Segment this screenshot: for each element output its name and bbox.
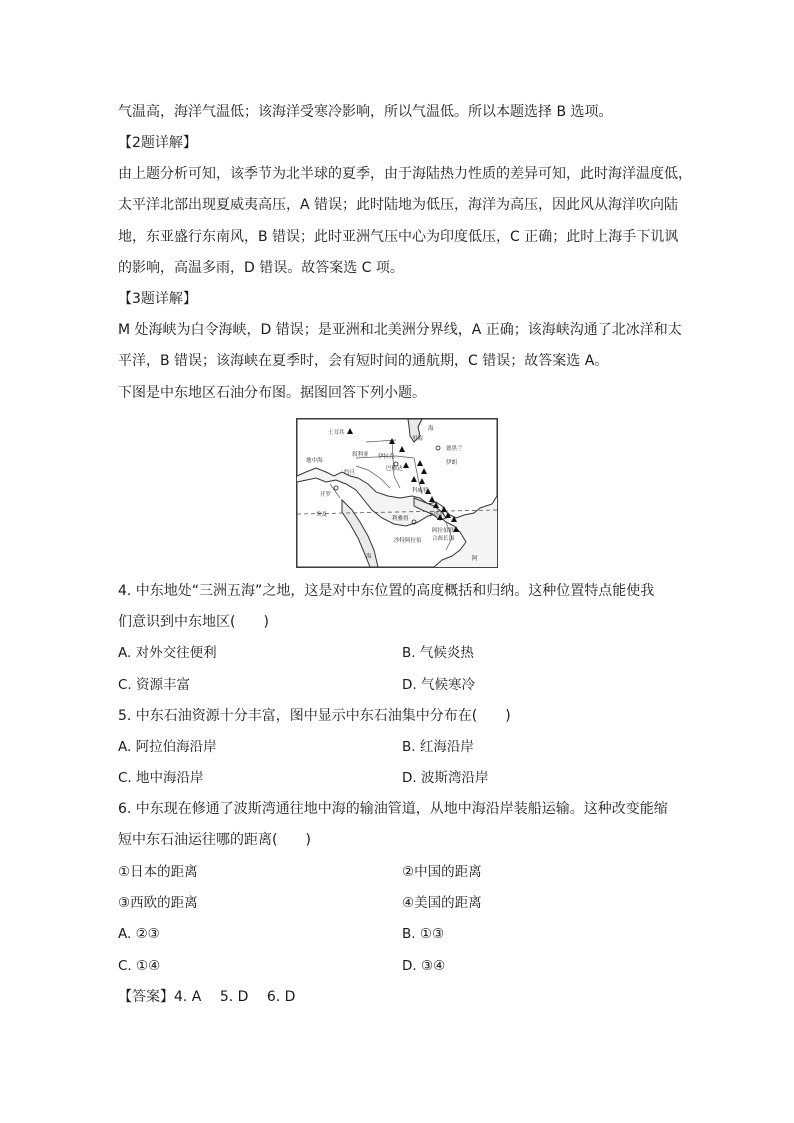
- q4-option-d: D. 气候寒冷: [402, 677, 475, 693]
- q6-option-d: D. ③④: [402, 958, 446, 974]
- q2-line: 的影响，高温多雨，D 错误。故答案选 C 项。: [118, 260, 404, 276]
- map-label-turkey: 土耳其: [328, 430, 345, 436]
- map-label-jordan: 约旦: [344, 470, 356, 476]
- q6-statement-3: ③西欧的距离: [118, 895, 198, 911]
- q4-option-a: A. 对外交往便利: [118, 645, 217, 661]
- map-label-riyadh: 利雅得: [392, 516, 409, 522]
- q4-option-b: B. 气候炎热: [402, 645, 474, 661]
- middle-east-oil-map: [296, 418, 498, 568]
- map-label-med: 地中海: [306, 458, 323, 464]
- q6-statement-4: ④美国的距离: [402, 895, 482, 911]
- q2-line: 由上题分析可知，该季节为北半球的夏季，由于海陆热力性质的差异可知，此时海洋温度低，: [118, 166, 692, 182]
- map-label-caspian: 里海: [412, 436, 424, 442]
- q6-option-c: C. ①④: [118, 958, 161, 974]
- map-label-egypt: 埃及: [316, 512, 328, 518]
- q6-option-a: A. ②③: [118, 926, 160, 942]
- map-label-tehran: 德黑兰: [446, 446, 463, 452]
- map-label-kuwait: 科威特: [412, 488, 429, 494]
- q6-option-b: B. ①③: [402, 926, 445, 942]
- map-label-baghdad: 巴格达: [386, 466, 403, 472]
- q3-line: 平洋，B 错误；该海峡在夏季时，会有短时间的通航期，C 错误；故答案选 A。: [118, 353, 609, 369]
- question-5: 5. 中东石油资源十分丰富，图中显示中东石油集中分布在( ): [118, 708, 511, 724]
- map-intro: 下图是中东地区石油分布图。据图回答下列小题。: [118, 385, 426, 401]
- answer-line: 【答案】4. A 5. D 6. D: [118, 989, 296, 1005]
- q6-statement-2: ②中国的距离: [402, 864, 482, 880]
- q6-statement-1: ①日本的距离: [118, 864, 198, 880]
- prev-answer-tail: 气温高，海洋气温低；该海洋受寒冷影响，所以气温低。所以本题选择 B 选项。: [118, 104, 613, 120]
- map-label-qatar: 卡塔尔: [428, 512, 445, 518]
- q5-option-a: A. 阿拉伯海沿岸: [118, 739, 217, 755]
- q5-option-d: D. 波斯湾沿岸: [402, 770, 489, 786]
- q4-option-c: C. 资源丰富: [118, 677, 191, 693]
- q2-heading: 【2题详解】: [118, 135, 197, 151]
- map-label-uae-line1: 阿拉伯联: [432, 528, 455, 534]
- q3-heading: 【3题详解】: [118, 291, 197, 307]
- map-label-iraq: 伊拉克: [378, 454, 395, 460]
- map-label-syria: 叙利亚: [352, 452, 369, 458]
- map-label-arabian-sea: 阿: [472, 556, 478, 562]
- question-4: 4. 中东地处“三洲五海”之地，这是对中东位置的高度概括和归纳。这种位置特点能使我: [118, 583, 655, 599]
- q2-line: 太平洋北部出现夏威夷高压，A 错误；此时陆地为低压，海洋为高压，因此风从海洋吹向陆: [118, 197, 679, 213]
- map-label-uae-line2: 合酋长国: [432, 536, 455, 542]
- map-label-saudi: 沙特阿拉伯: [394, 538, 422, 544]
- map-label-cairo: 开罗: [320, 492, 332, 498]
- q5-option-b: B. 红海沿岸: [402, 739, 474, 755]
- map-label-iran: 伊朗: [446, 460, 458, 466]
- map-label-red-sea: 海: [366, 554, 372, 560]
- q5-option-c: C. 地中海沿岸: [118, 770, 204, 786]
- question-6: 6. 中东现在修通了波斯湾通往地中海的输油管道，从地中海沿岸装船运输。这种改变能缩: [118, 801, 668, 817]
- question-6: 短中东石油运往哪的距离( ): [118, 832, 311, 848]
- map-label-sea-top: 海: [428, 426, 434, 432]
- q2-line: 地，东亚盛行东南风，B 错误；此时亚洲气压中心为印度低压，C 正确；此时上海手下讥讽: [118, 229, 679, 245]
- question-4: 们意识到中东地区( ): [118, 614, 269, 630]
- q3-line: M 处海峡为白令海峡，D 错误；是亚洲和北美洲分界线，A 正确；该海峡沟通了北冰洋和太: [118, 322, 682, 338]
